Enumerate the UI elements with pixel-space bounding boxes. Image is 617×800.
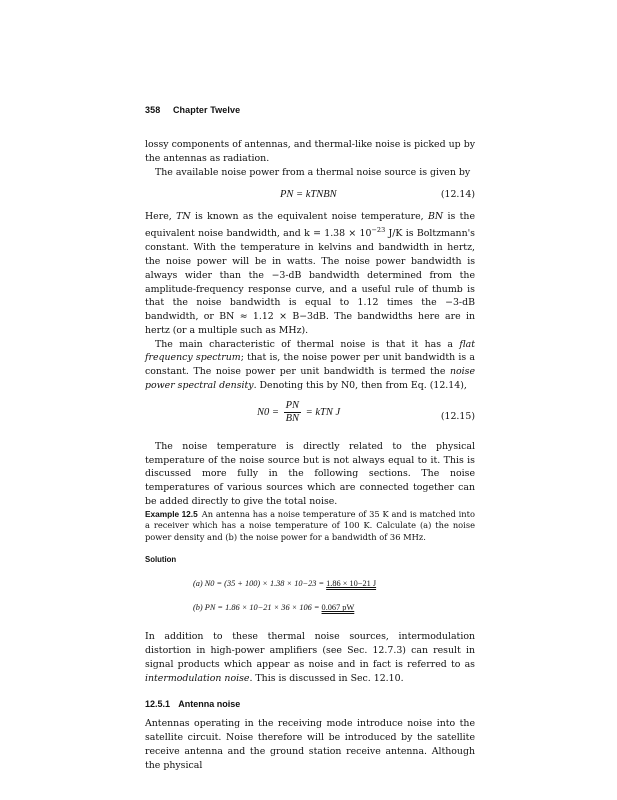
p3-exponent: −23 [371, 226, 386, 235]
p3-symbol-tn: TN [176, 211, 191, 223]
paragraph-6 [145, 630, 475, 685]
p4-text-c: . Denoting this by N0, then from Eq. (12.14), [253, 380, 467, 392]
solution-b-result: 0.067 pW [321, 603, 355, 613]
paragraph-2: The available noise power from a thermal noise source is given by [155, 166, 471, 178]
equation-12-15-fraction [284, 400, 301, 425]
p4-text-b: ; that is, the noise power per unit bandwidth is a constant. The noise power per unit bandwidth is termed the [145, 352, 475, 378]
paragraph-3 [145, 210, 475, 337]
page-header [145, 105, 240, 115]
page-body [145, 138, 475, 773]
p6-text-a: In addition to these thermal noise sources, intermodulation distortion in high-power amplifiers (see Sec. 12.7.3) can result in signal products which appear as noise and in fact is referred to as [145, 631, 475, 671]
solution-a-expression: (a) N0 = (35 + 100) × 1.38 × 10−23 = [193, 579, 327, 589]
p3-symbol-bn: BN [428, 211, 444, 223]
solution-label: Solution [145, 554, 177, 564]
paragraph-7: Antennas operating in the receiving mode introduce noise into the satellite circuit. Noise therefore will be introduced by the satellite receive antenna and the ground station receive antenna. Although the physical [145, 718, 475, 771]
paragraph-5: The noise temperature is directly related to the physical temperature of the noise source but is not always equal to it. This is discussed more fully in the following sections. The noise temperatures of various sources which are connected together can be added directly to give the total noise. [145, 440, 475, 508]
p4-text-a: The main characteristic of thermal noise is that it has a [155, 338, 460, 350]
p6-text-b: . This is discussed in Sec. 12.10. [249, 672, 404, 684]
p3-text-c: is the equivalent noise bandwidth, and k = 1.38 × 10 [145, 211, 476, 240]
section-title: Antenna noise [178, 698, 241, 709]
example-12-5 [145, 509, 475, 544]
fraction-denominator: BN [285, 412, 300, 424]
p4-emphasis-psd: noise power spectral density [145, 366, 475, 392]
p3-text-a: Here, [145, 211, 177, 223]
equation-12-14-expression: PN = kTNBN [280, 189, 337, 201]
equation-12-15-rhs: = kTN J [305, 406, 341, 418]
equation-12-15-lhs: N0 = [257, 406, 279, 418]
solution-b-expression: (b) PN = 1.86 × 10−21 × 36 × 106 = [193, 603, 322, 613]
page-number: 358 [145, 105, 161, 115]
section-number: 12.5.1 [145, 698, 171, 709]
solution-a-result: 1.86 × 10−21 J [326, 579, 377, 589]
p3-text-d: J/K is Boltzmann's constant. With the temperature in kelvins and bandwidth in hertz, the noise power will be in watts. The noise power bandwidth is always wider than the −3-dB bandwidth determined from the amplitude-frequency response curve, and a useful rule of thumb is that the noise bandwidth is equal to 1.12 times the −3-dB bandwidth, or BN ≈ 1.12 × B−3dB. The bandwidths here are in hertz (or a multiple such as MHz). [145, 228, 475, 336]
equation-12-15-expression [257, 400, 340, 425]
equation-12-14 [145, 184, 475, 206]
chapter-title: Chapter Twelve [172, 105, 241, 115]
example-text: An antenna has a noise temperature of 35 K and is matched into a receiver which has a noise temperature of 100 K. Calculate (a) the noise power density and (b) the noise power for a bandwidth of 36 MHz. [145, 508, 475, 543]
p6-emphasis-intermodulation: intermodulation noise [145, 672, 250, 684]
section-heading-12-5-1 [145, 698, 475, 712]
p4-emphasis-flat-spectrum: flat frequency spectrum [145, 338, 475, 364]
fraction-numerator: PN [285, 399, 300, 411]
equation-12-14-number: (12.14) [440, 189, 475, 201]
paragraph-4 [145, 338, 475, 393]
p3-text-b: is known as the equivalent noise temperature, [190, 211, 429, 223]
paragraph-1: lossy components of antennas, and thermal-like noise is picked up by the antennas as radiation. [145, 139, 475, 164]
solution-line-a [145, 572, 475, 596]
example-label: Example 12.5 [145, 508, 198, 519]
equation-12-15 [145, 398, 475, 436]
solution-line-b [145, 596, 475, 620]
equation-12-15-number: (12.15) [440, 410, 475, 422]
